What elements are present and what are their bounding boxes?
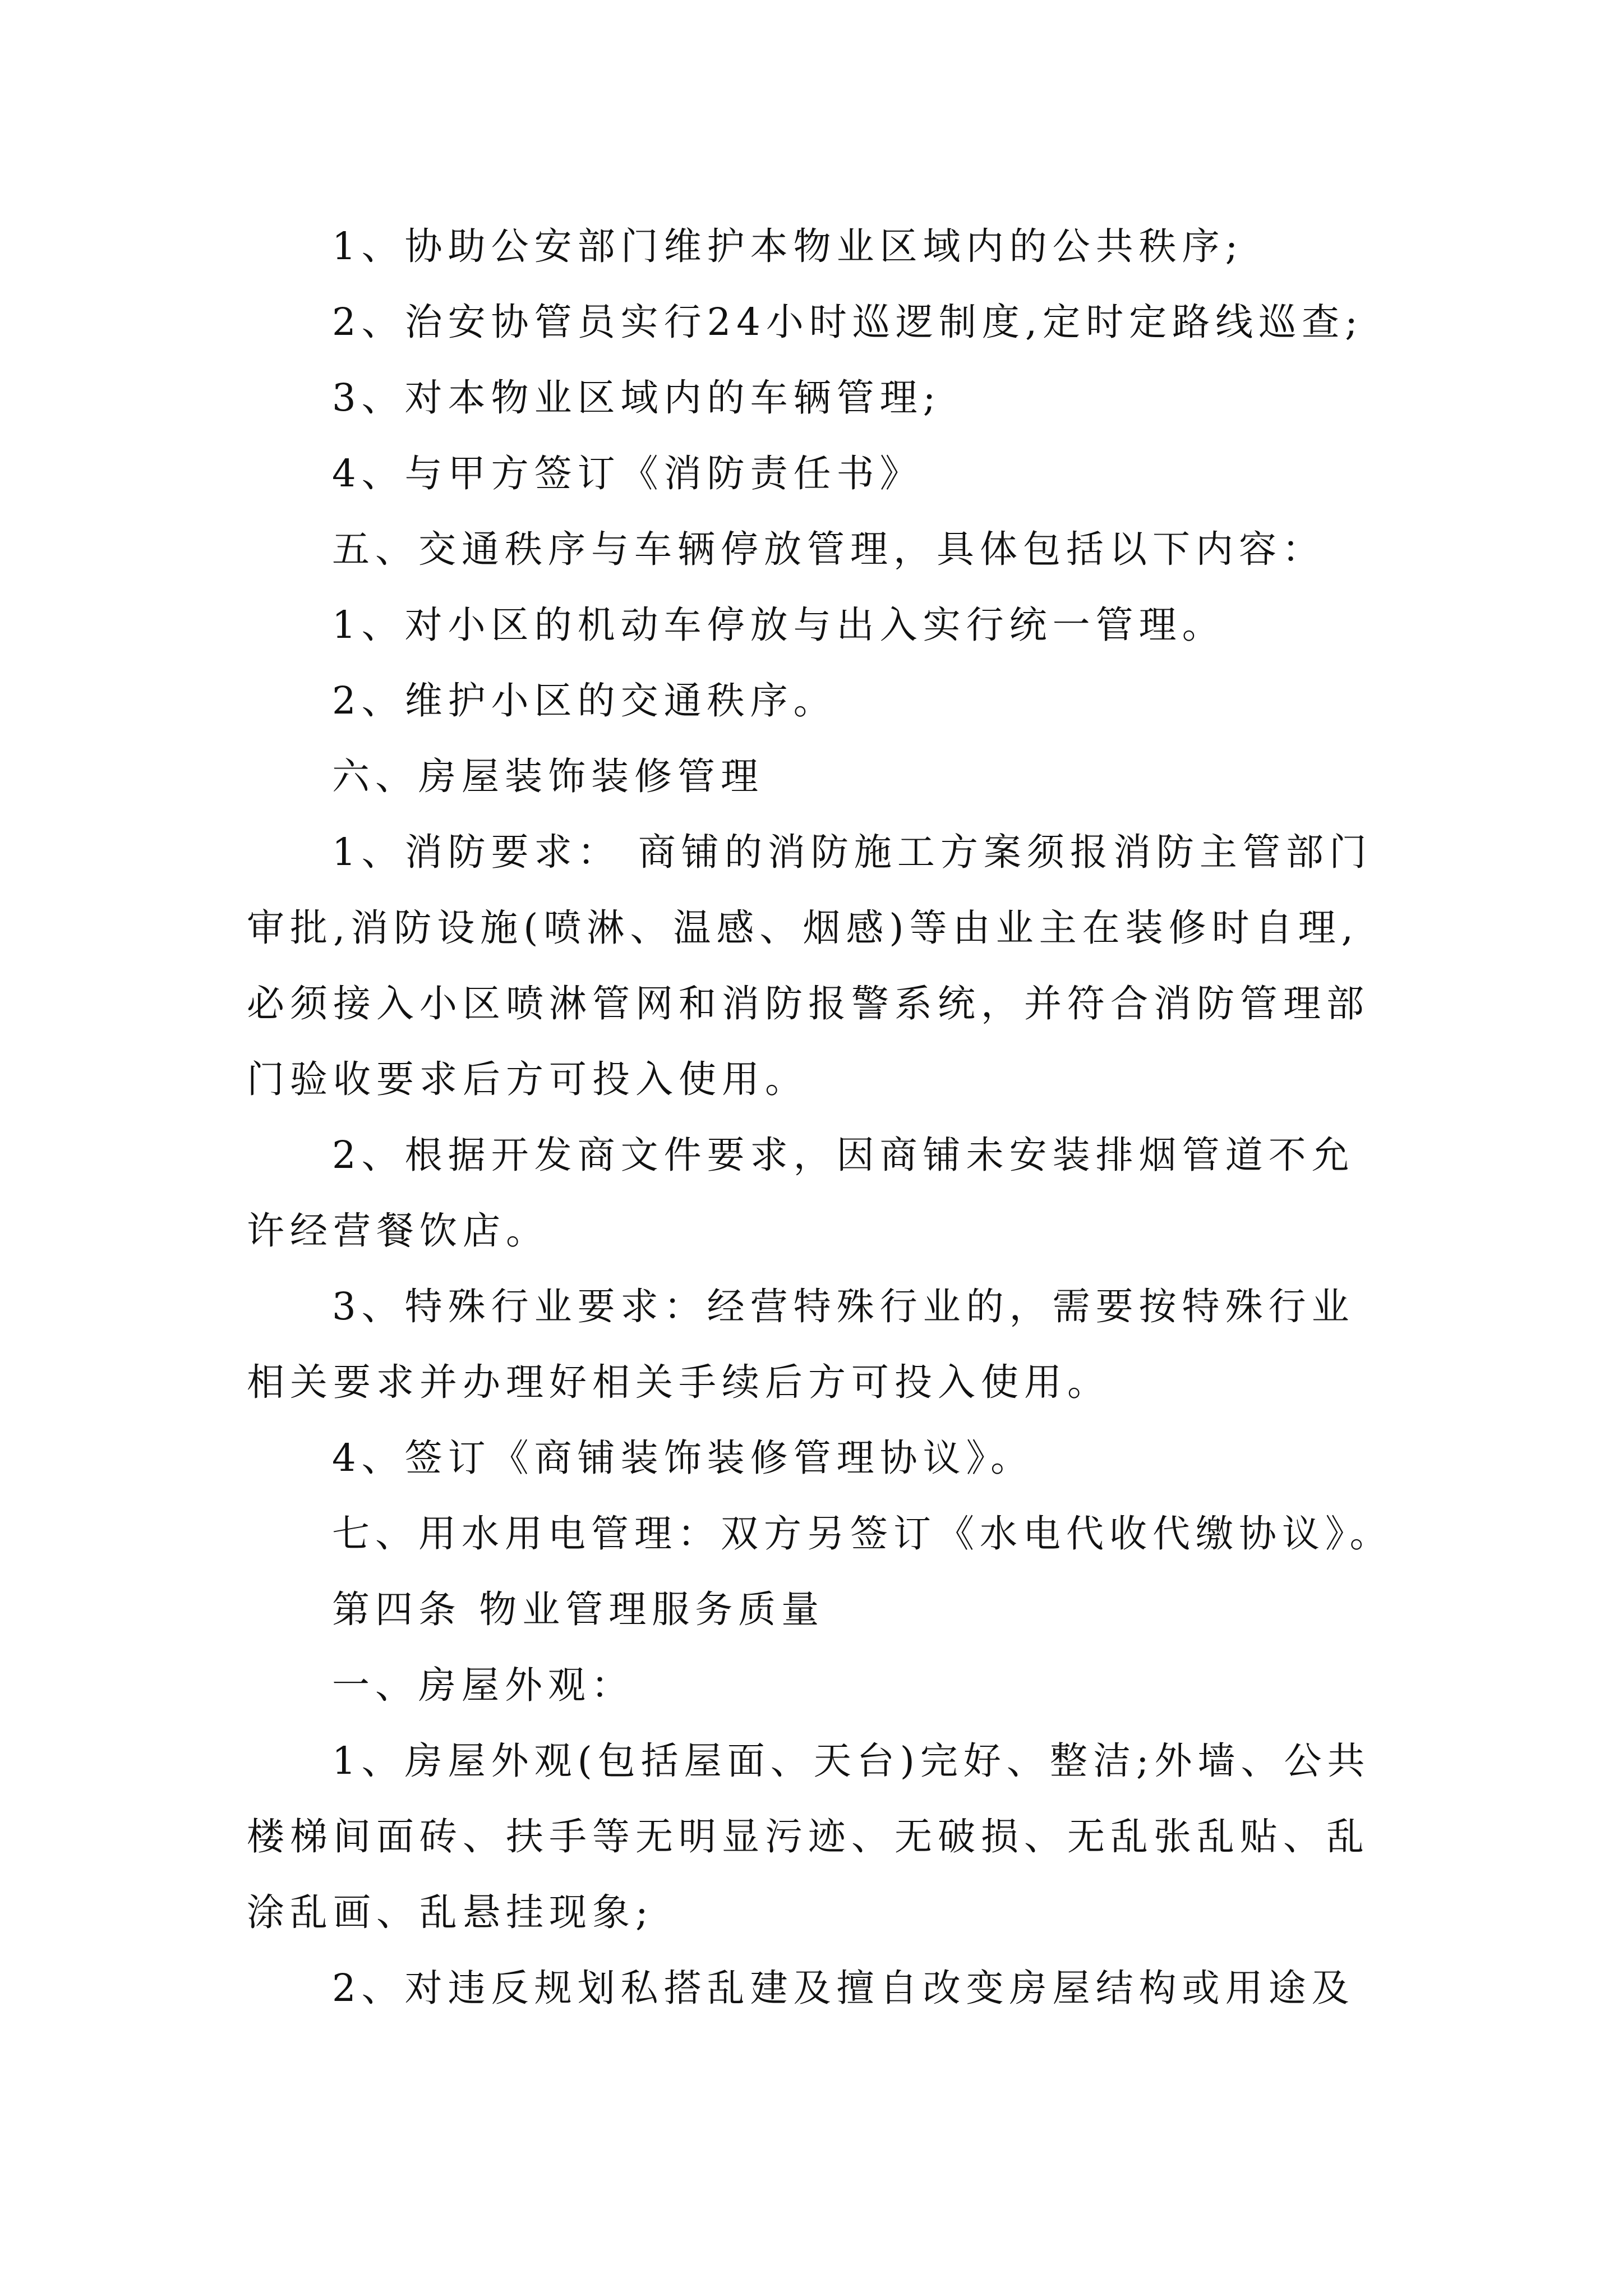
paragraph-line: 2、维护小区的交通秩序。 — [332, 679, 837, 723]
section-heading: 一、房屋外观： — [332, 1663, 634, 1707]
paragraph-line: 2、治安协管员实行24小时巡逻制度,定时定路线巡查; — [332, 300, 1363, 344]
paragraph-line: 1、协助公安部门维护本物业区域内的公共秩序; — [332, 224, 1244, 268]
paragraph-line: 3、对本物业区域内的车辆管理; — [332, 376, 942, 420]
paragraph-line: 必须接入小区喷淋管网和消防报警系统，并符合消防管理部 — [247, 982, 1370, 1025]
paragraph-line: 2、对违反规划私搭乱建及擅自改变房屋结构或用途及 — [332, 1966, 1355, 2010]
section-heading: 七、用水用电管理：双方另签订《水电代收代缴协议》。 — [332, 1512, 1393, 1556]
paragraph-line: 4、与甲方签订《消防责任书》 — [332, 452, 923, 495]
paragraph-line: 相关要求并办理好相关手续后方可投入使用。 — [247, 1360, 1110, 1404]
paragraph-line: 涂乱画、乱悬挂现象; — [247, 1890, 654, 1934]
article-heading: 第四条 物业管理服务质量 — [332, 1588, 825, 1631]
paragraph-line: 楼梯间面砖、扶手等无明显污迹、无破损、无乱张乱贴、乱 — [247, 1815, 1370, 1858]
paragraph-line: 1、房屋外观(包括屋面、天台)完好、整洁;外墙、公共 — [332, 1739, 1371, 1783]
section-heading: 五、交通秩序与车辆停放管理，具体包括以下内容： — [332, 527, 1325, 571]
paragraph-line: 门验收要求后方可投入使用。 — [247, 1057, 808, 1101]
paragraph-line: 1、消防要求： 商铺的消防施工方案须报消防主管部门 — [332, 830, 1372, 874]
paragraph-line: 4、签订《商铺装饰装修管理协议》。 — [332, 1436, 1034, 1480]
paragraph-line: 2、根据开发商文件要求，因商铺未安装排烟管道不允 — [332, 1133, 1355, 1177]
paragraph-line: 3、特殊行业要求：经营特殊行业的，需要按特殊行业 — [332, 1285, 1355, 1328]
document-body — [247, 209, 1391, 2026]
paragraph-line: 审批,消防设施(喷淋、温感、烟感)等由业主在装修时自理, — [247, 906, 1359, 950]
paragraph-line: 许经营餐饮店。 — [247, 1209, 549, 1253]
section-heading: 六、房屋装饰装修管理 — [332, 754, 764, 798]
paragraph-line: 1、对小区的机动车停放与出入实行统一管理。 — [332, 603, 1225, 647]
